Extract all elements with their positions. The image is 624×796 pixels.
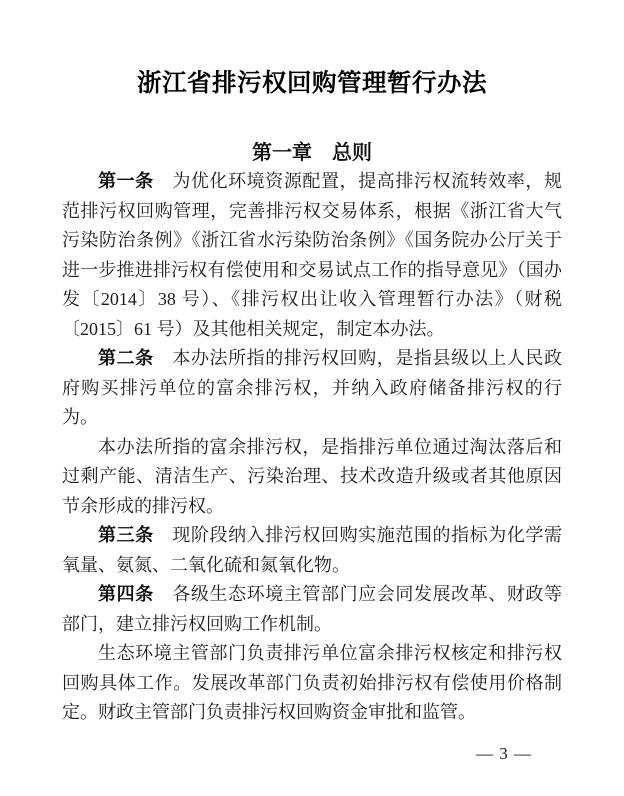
article-label: 第三条 (98, 525, 154, 545)
paragraph-text: 为优化环境资源配置，提高排污权流转效率，规范排污权回购管理，完善排污权交易体系，根据《浙江省大气污染防治条例》《浙江省水污染防治条例》《国务院办公厅关于进一步推进排污权有偿使用和交易试点工作的指导意见》（国办发〔2014〕38 号）、《排污权出让收入管理暂行办法》（财税〔2015〕61 号）及其他相关规定，制定本办法。 (62, 171, 563, 339)
page-number: — 3 — (476, 744, 532, 763)
document-body (62, 167, 562, 728)
paragraph-article-4 (62, 580, 562, 639)
article-label: 第四条 (98, 584, 154, 604)
paragraph-text: 现阶段纳入排污权回购实施范围的指标为化学需氧量、氨氮、二氧化硫和氮氧化物。 (62, 525, 563, 575)
chapter-heading: 第一章 总则 (252, 142, 372, 164)
paragraph-text: 生态环境主管部门负责排污单位富余排污权核定和排污权回购具体工作。发展改革部门负责初始排污权有偿使用价格制定。财政主管部门负责排污权回购资金审批和监管。 (62, 643, 562, 722)
article-label: 第二条 (98, 348, 154, 368)
paragraph-text: 本办法所指的排污权回购，是指县级以上人民政府购买排污单位的富余排污权，并纳入政府储备排污权的行为。 (62, 348, 563, 427)
article-label: 第一条 (98, 171, 154, 191)
paragraph-text: 本办法所指的富余排污权，是指排污单位通过淘汰落后和过剩产能、清洁生产、污染治理、技术改造升级或者其他原因节余形成的排污权。 (62, 436, 562, 516)
paragraph-article-4-continuation (62, 639, 562, 728)
document-title: 浙江省排污权回购管理暂行办法 (137, 70, 487, 97)
paragraph-text: 各级生态环境主管部门应会同发展改革、财政等部门，建立排污权回购工作机制。 (62, 584, 563, 634)
paragraph-article-3 (62, 521, 562, 580)
paragraph-article-1 (62, 167, 562, 344)
paragraph-article-2 (62, 344, 562, 433)
paragraph-article-2-continuation (62, 433, 562, 522)
